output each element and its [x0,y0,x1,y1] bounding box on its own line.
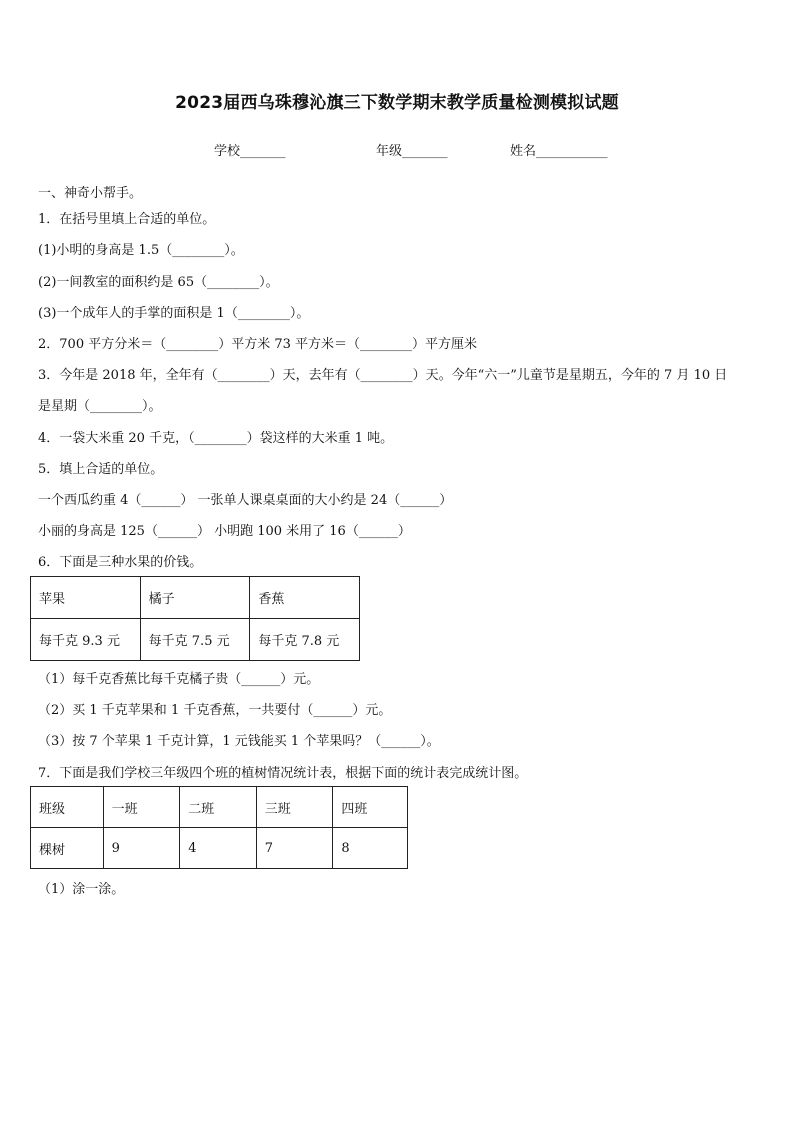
exam-title: 2023届西乌珠穆沁旗三下数学期末教学质量检测模拟试题 [175,93,619,113]
table-trees-4: 8 [333,828,408,869]
table-class-3: 三班 [256,787,333,828]
table-header-trees: 棵树 [31,828,104,869]
table-header-class: 班级 [31,787,104,828]
table-trees-2: 4 [180,828,257,869]
table-class-2: 二班 [180,787,257,828]
school-field: 学校_______ [214,144,286,159]
fruit-header-orange: 橘子 [140,577,250,619]
table-trees-1: 9 [103,828,180,869]
fruit-price-table [30,576,360,661]
question-6-sub-1: （1）每千克香蕉比每千克橘子贵（______）元。 [38,672,320,687]
grade-field: 年级_______ [376,144,448,159]
question-4: 4．一袋大米重 20 千克，（________）袋这样的大米重 1 吨。 [38,431,394,446]
fruit-price-orange: 每千克 7.5 元 [140,619,250,661]
question-3-line-1: 3．今年是 2018 年，全年有（________）天，去年有（________）天。今年“六一”儿童节是星期五，今年的 7 月 10 日 [38,368,728,383]
question-1-stem: 1．在括号里填上合适的单位。 [38,212,216,227]
question-5-stem: 5．填上合适的单位。 [38,462,164,477]
tree-planting-table [30,786,408,869]
section-heading: 一、神奇小帮手。 [38,186,143,201]
fruit-header-apple: 苹果 [31,577,141,619]
fruit-price-apple: 每千克 9.3 元 [31,619,141,661]
question-1-part-1: (1)小明的身高是 1.5（________）。 [38,243,244,258]
name-field: 姓名___________ [510,144,608,159]
fruit-header-banana: 香蕉 [250,577,360,619]
question-7-stem: 7．下面是我们学校三年级四个班的植树情况统计表，根据下面的统计表完成统计图。 [38,766,528,781]
table-class-1: 一班 [103,787,180,828]
question-6-sub-3: （3）按 7 个苹果 1 千克计算，1 元钱能买 1 个苹果吗？（______）。 [38,734,440,749]
table-trees-3: 7 [256,828,333,869]
table-class-4: 四班 [333,787,408,828]
question-6-sub-2: （2）买 1 千克苹果和 1 千克香蕉，一共要付（______）元。 [38,703,392,718]
question-7-sub-1: （1）涂一涂。 [38,882,125,897]
question-1-part-3: (3)一个成年人的手掌的面积是 1（________）。 [38,306,310,321]
question-5-row-2: 小丽的身高是 125（______） 小明跑 100 米用了 16（______） [38,524,411,539]
question-3-line-2: 是星期（________）。 [38,399,162,414]
question-1-part-2: (2)一间教室的面积约是 65（________）。 [38,275,279,290]
question-5-row-1: 一个西瓜约重 4（______） 一张单人课桌桌面的大小约是 24（______） [38,493,453,508]
question-2: 2．700 平方分米＝（________）平方米 73 平方米＝（________）平方厘米 [38,337,478,352]
question-6-stem: 6．下面是三种水果的价钱。 [38,555,203,570]
fruit-price-banana: 每千克 7.8 元 [250,619,360,661]
